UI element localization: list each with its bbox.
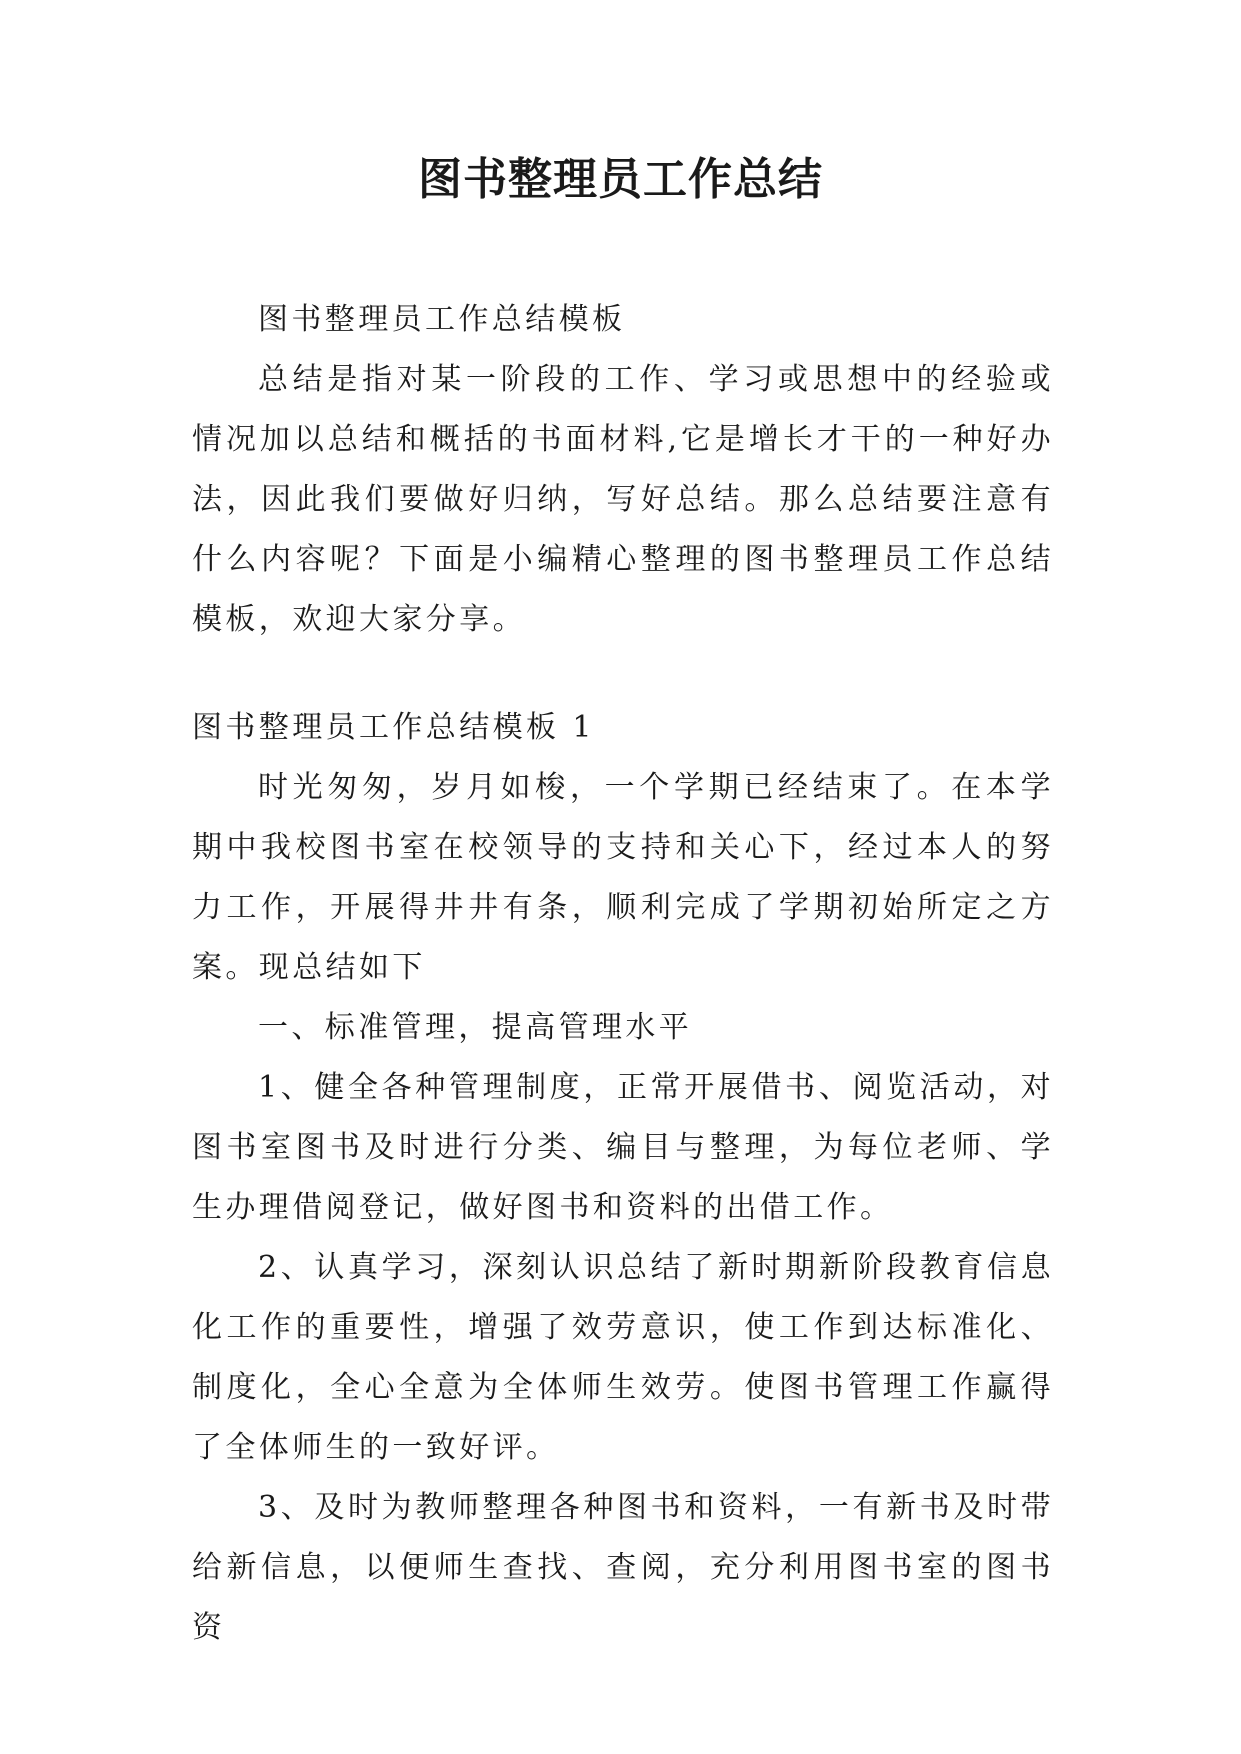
subsection-heading: 一、标准管理，提高管理水平 xyxy=(258,1010,693,1045)
list-item-1: 1、健全各种管理制度，正常开展借书、阅览活动，对图书室图书及时进行分类、编目与整理，为每位老师、学生办理借阅登记，做好图书和资料的出借工作。 xyxy=(192,1070,1054,1225)
section-heading: 图书整理员工作总结模板 1 xyxy=(192,710,595,745)
section-spacer xyxy=(192,650,1054,698)
subtitle-paragraph: 图书整理员工作总结模板 xyxy=(258,302,626,337)
list-item-2: 2、认真学习，深刻认识总结了新时期新阶段教育信息化工作的重要性，增强了效劳意识，使工作到达标准化、制度化，全心全意为全体师生效劳。使图书管理工作赢得了全体师生的一致好评。 xyxy=(192,1250,1054,1465)
intro-paragraph: 总结是指对某一阶段的工作、学习或思想中的经验或情况加以总结和概括的书面材料,它是增长才干的一种好办法，因此我们要做好归纳，写好总结。那么总结要注意有什么内容呢？下面是小编精心整理的图书整理员工作总结模板，欢迎大家分享。 xyxy=(192,362,1054,637)
document-body xyxy=(192,290,1054,1658)
document-title: 图书整理员工作总结 xyxy=(418,154,823,205)
list-item-3: 3、及时为教师整理各种图书和资料，一有新书及时带给新信息，以便师生查找、查阅，充分利用图书室的图书资 xyxy=(192,1490,1054,1645)
body-paragraph: 时光匆匆，岁月如梭，一个学期已经结束了。在本学期中我校图书室在校领导的支持和关心下，经过本人的努力工作，开展得井井有条，顺利完成了学期初始所定之方案。现总结如下 xyxy=(192,770,1054,985)
